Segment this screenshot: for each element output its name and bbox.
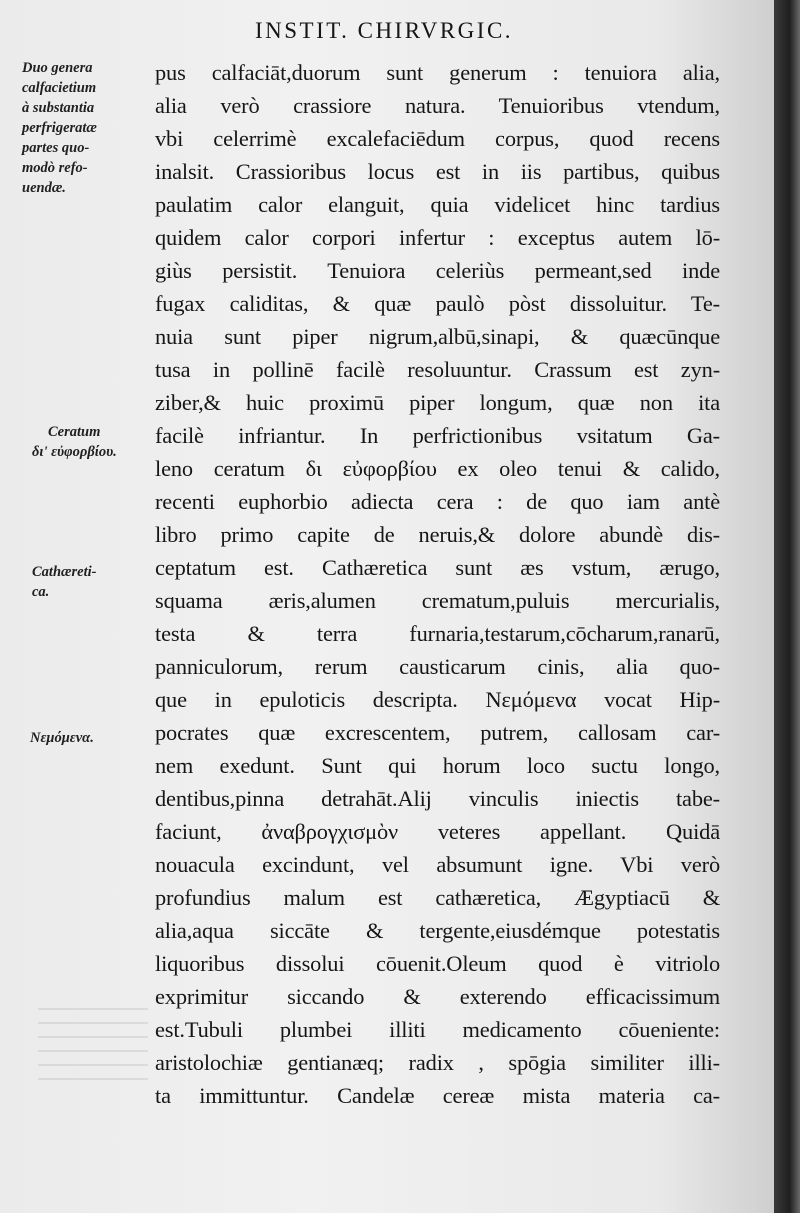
text-line: tusa in pollinē facilè resoluuntur. Crassum est zyn- [155, 357, 720, 382]
note-line: modò refo- [22, 160, 88, 176]
text-line: aristolochiæ gentianæq; radix , spōgia similiter illi- [155, 1050, 720, 1075]
text-line: dentibus,pinna detrahāt.Alij vinculis iniectis tabe- [155, 786, 720, 811]
note-line: Νεμόμενα. [30, 730, 94, 746]
note-duo-genera [22, 58, 97, 198]
note-line: Cathæreti- [32, 564, 97, 580]
running-head: INSTIT. CHIRVRGIC. [255, 18, 514, 43]
text-line: panniculorum, rerum causticarum cinis, alia quo- [155, 654, 720, 679]
text-line: libro primo capite de neruis,& dolore abundè dis- [155, 522, 720, 547]
text-line: alia verò crassiore natura. Tenuioribus vtendum, [155, 93, 720, 118]
text-line: profundius malum est cathæretica, Ægyptiacū & [155, 885, 720, 910]
note-line: calfacietium [22, 80, 97, 96]
text-line: est.Tubuli plumbei illiti medicamento cōueniente: [155, 1017, 720, 1042]
text-line: vbi celerrimè excalefaciēdum corpus, quod recens [155, 126, 720, 151]
text-line: facilè infriantur. In perfrictionibus vsitatum Ga- [155, 423, 720, 448]
note-line: Ceratum [48, 424, 101, 440]
text-line: inalsit. Crassioribus locus est in iis partibus, quibus [155, 159, 720, 184]
text-line: alia,aqua siccāte & tergente,eiusdémque potestatis [155, 918, 720, 943]
note-line: δι' εὐφορβίου. [32, 444, 117, 460]
text-line: quidem calor corpori infertur : exceptus autem lō- [155, 225, 720, 250]
text-line: fugax caliditas, & quæ paulò pòst dissoluitur. Te- [155, 291, 720, 316]
text-line: faciunt, ἀναβρογχισμὸν veteres appellant. Quidā [155, 819, 720, 844]
text-line: nuia sunt piper nigrum,albū,sinapi, & quæcūnque [155, 324, 720, 349]
text-line: squama æris,alumen crematum,puluis mercurialis, [155, 588, 720, 613]
note-line: uendæ. [22, 180, 66, 196]
text-line: ziber,& huic proximū piper longum, quæ non ita [155, 390, 720, 415]
text-line: que in epuloticis descripta. Νεμόμενα vocat Hip- [155, 687, 720, 712]
text-line: leno ceratum δι εὐφορβίου ex oleo tenui & calido, [155, 456, 720, 481]
note-line: Duo genera [22, 60, 93, 76]
text-line: pocrates quæ excrescentem, putrem, callosam car- [155, 720, 720, 745]
text-line: paulatim calor elanguit, quia videlicet hinc tardius [155, 192, 720, 217]
note-cathaeretica [32, 562, 96, 602]
text-line: recenti euphorbio adiecta cera : de quo iam antè [155, 489, 720, 514]
note-line: à substantia [22, 100, 95, 116]
text-line: liquoribus dissolui cōuenit.Oleum quod è vitriolo [155, 951, 720, 976]
text-line: testa & terra furnaria,testarum,cōcharum,ranarū, [155, 621, 720, 646]
text-line: pus calfaciāt,duorum sunt generum : tenuiora alia, [155, 60, 720, 85]
text-line: nouacula excindunt, vel absumunt igne. Vbi verò [155, 852, 720, 877]
text-line: giùs persistit. Tenuiora celeriùs permeant,sed inde [155, 258, 720, 283]
note-line: perfrigeratæ [22, 120, 97, 136]
text-line: nem exedunt. Sunt qui horum loco suctu longo, [155, 753, 720, 778]
note-nemomena [30, 728, 94, 748]
book-spine-shadow [774, 0, 800, 1213]
note-ceratum [32, 422, 117, 462]
note-line: ca. [32, 584, 50, 600]
show-through-text [38, 1000, 148, 1080]
text-line: ta immittuntur. Candelæ cereæ mista materia ca- [155, 1083, 720, 1108]
text-line: exprimitur siccando & exterendo efficacissimum [155, 984, 720, 1009]
body-text [155, 56, 720, 1112]
text-line: ceptatum est. Cathæretica sunt æs vstum, ærugo, [155, 555, 720, 580]
note-line: partes quo- [22, 140, 90, 156]
